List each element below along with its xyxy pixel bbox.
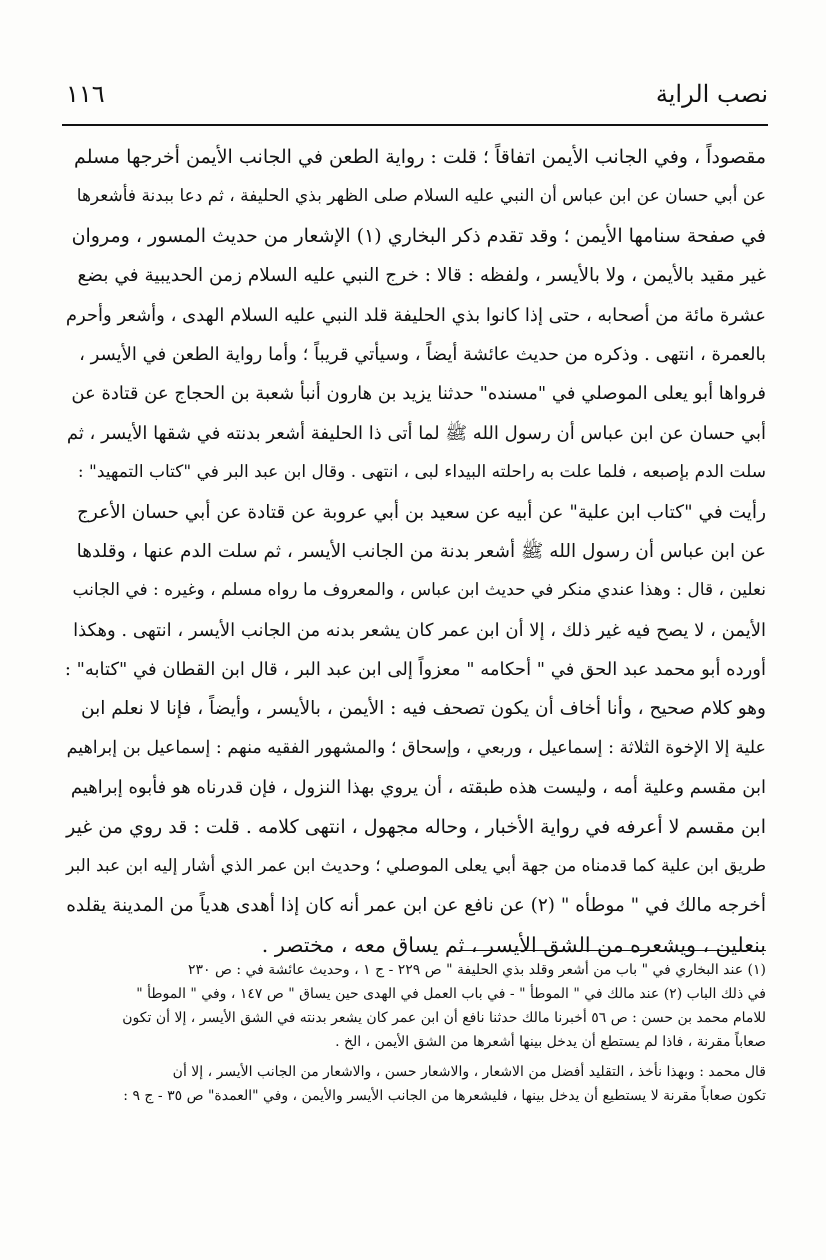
text-line: علية إلا الإخوة الثلاثة : إسماعيل ، وربعي ، وإسحاق ؛ والمشهور الفقيه منهم : إسماعيل بن إبراهيم — [66, 737, 766, 758]
text-line: أورده أبو محمد عبد الحق في " أحكامه " معزواً إلى ابن عبد البر ، قال ابن القطان في "كتابه" : — [64, 659, 766, 681]
text-line: ابن مقسم لا أعرفه في رواية الأخبار ، وحاله مجهول ، انتهى كلامه . قلت : قد روي من غير — [66, 815, 766, 838]
text-line: وهو كلام صحيح ، وأنا أخاف أن يكون تصحف فيه : الأيمن ، بالأيسر ، وأيضاً ، فإنا لا نعلم ابن — [81, 698, 766, 720]
text-line: بنعلين ، ويشعره من الشق الأيسر ، ثم يساق معه ، مختصر . — [261, 932, 766, 957]
footnote-line: للامام محمد بن حسن : ص ٥٦ أخبرنا مالك حدثنا نافع أن ابن عمر كان يشعر بدنته في الشق الأيسر ، إلا أن تكون — [122, 1010, 766, 1026]
running-title: نصب الراية — [655, 80, 768, 108]
text-line: غير مقيد بالأيمن ، ولا بالأيسر ، ولفظه : قالا : خرج النبي عليه السلام زمن الحديبية في بضع — [77, 265, 766, 287]
footnotes — [64, 958, 766, 1108]
footnote-line: تكون صعاباً مقرنة لا يستطيع أن يدخل بينها ، فليشعرها من الجانب الأيسر والأيمن ، وفي "العمدة" ص ٣٥ - ج ٩ : — [123, 1088, 766, 1104]
footnote-line: قال محمد : وبهذا نأخذ ، التقليد أفضل من الاشعار ، والاشعار حسن ، والاشعار من الجانب الأيسر ، إلا أن — [172, 1064, 766, 1080]
text-line: عشرة مائة من أصحابه ، حتى إذا كانوا بذي الحليفة قلد النبي عليه السلام الهدى ، وأشعر وأحرم — [65, 304, 766, 326]
text-line: عن أبي حسان عن ابن عباس أن النبي عليه السلام صلى الظهر بذي الحليفة ، ثم دعا ببدنة فأشعرها — [76, 186, 766, 207]
text-line: بالعمرة ، انتهى . وذكره من حديث عائشة أيضاً ، وسيأتي قريباً ؛ وأما رواية الطعن في الأيسر ، — [79, 343, 766, 365]
text-line: طريق ابن علية كما قدمناه من جهة أبي يعلى الموصلي ؛ وحديث ابن عمر الذي أشار إليه ابن عبد البر — [66, 856, 766, 877]
text-line: الأيمن ، لا يصح فيه غير ذلك ، إلا أن ابن عمر كان يشعر بدنه من الجانب الأيسر ، انتهى . وهكذا — [73, 619, 766, 641]
text-line: أخرجه مالك في " موطأه " (٢) عن نافع عن ابن عمر أنه كان إذا أهدى هدياً من المدينة يقلده — [66, 895, 766, 917]
text-line: في صفحة سنامها الأيمن ؛ وقد تقدم ذكر البخاري (١) الإشعار من حديث المسور ، ومروان — [71, 224, 766, 247]
header-rule — [62, 124, 768, 126]
text-line: عن ابن عباس أن رسول الله ﷺ أشعر بدنة من الجانب الأيسر ، ثم سلت الدم عنها ، وقلدها — [76, 540, 766, 562]
text-line: نعلين ، قال : وهذا عندي منكر في حديث ابن عباس ، والمعروف ما رواه مسلم ، وغيره : في الجانب — [72, 580, 766, 601]
footnote-line: في ذلك الباب (٢) عند مالك في " الموطأ " - في باب العمل في الهدى حين يساق " ص ١٤٧ ، وفي " الموطأ " — [136, 986, 766, 1002]
footnote-line: (١) عند البخاري في " باب من أشعر وقلد بذي الحليفة " ص ٢٢٩ - ج ١ ، وحديث عائشة في : ص ٢٣٠ — [187, 962, 766, 978]
footnote-rule — [460, 950, 766, 951]
running-header — [62, 78, 768, 118]
text-line: فرواها أبو يعلى الموصلي في "مسنده" حدثنا يزيد بن هارون أنبأ شعبة بن الحجاج عن قتادة عن — [71, 383, 766, 405]
main-text — [64, 138, 766, 965]
footnote-line: صعاباً مقرنة ، فاذا لم يستطع أن يدخل بينها أشعرها من الشق الأيمن ، الخ . — [335, 1034, 766, 1050]
text-line: ابن مقسم وعلية أمه ، وليست هذه طبقته ، أن يروي بهذا النزول ، فإن قدرناه هو فأبوه إبراهيم — [70, 777, 766, 799]
page-number: ١١٦ — [66, 80, 105, 108]
text-line: سلت الدم بإصبعه ، فلما علت به راحلته البيداء لبى ، انتهى . وقال ابن عبد البر في "كتاب التمهيد" : — [77, 462, 766, 483]
text-line: أبي حسان عن ابن عباس أن رسول الله ﷺ لما أتى ذا الحليفة أشعر بدنته في شقها الأيسر ، ثم — [66, 422, 766, 444]
text-line: رأيت في "كتاب ابن علية" عن أبيه عن سعيد بن أبي عروبة عن قتادة عن أبي حسان الأعرج — [76, 501, 766, 523]
text-line: مقصوداً ، وفي الجانب الأيمن اتفاقاً ؛ قلت : رواية الطعن في الجانب الأيمن أخرجها مسلم — [74, 146, 766, 168]
